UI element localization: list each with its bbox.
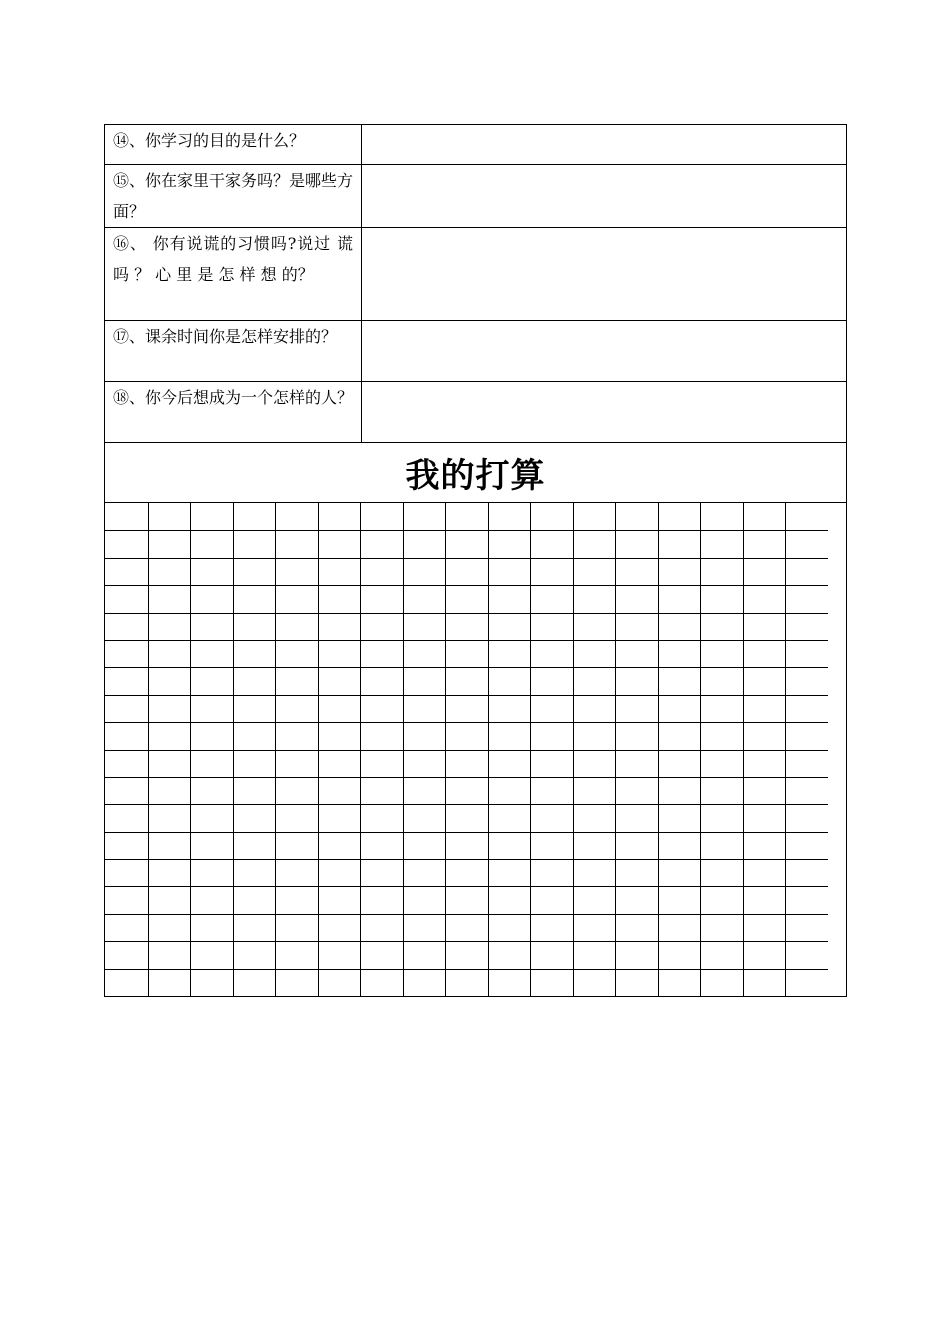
plan-title: 我的打算 — [105, 443, 847, 503]
question-label — [105, 165, 362, 228]
plan-title-row — [105, 443, 847, 503]
writing-grid[interactable] — [105, 503, 828, 996]
question-row-17 — [105, 321, 847, 382]
question-text: ⑰、课余时间你是怎样安排的？ — [113, 327, 338, 346]
question-label — [105, 125, 362, 165]
question-text: ⑭、你学习的目的是什么？ — [113, 131, 306, 150]
plan-grid-row — [105, 503, 847, 997]
question-label — [105, 382, 362, 443]
question-text: ⑱、你今后想成为一个怎样的人？ — [113, 388, 354, 407]
answer-field[interactable] — [362, 228, 847, 321]
answer-field[interactable] — [362, 125, 847, 165]
question-row-16 — [105, 228, 847, 321]
question-label — [105, 228, 362, 321]
answer-field[interactable] — [362, 382, 847, 443]
question-row-18 — [105, 382, 847, 443]
writing-grid-cell — [105, 503, 847, 997]
question-row-14 — [105, 125, 847, 165]
answer-field[interactable] — [362, 165, 847, 228]
question-label — [105, 321, 362, 382]
answer-field[interactable] — [362, 321, 847, 382]
question-text: ⑯、 你有说谎的习惯吗?说过 谎 吗 ？ 心 里 是 怎 样 想 的？ — [113, 234, 353, 284]
question-row-15 — [105, 165, 847, 228]
question-text: ⑮、你在家里干家务吗？是哪些方面？ — [113, 171, 354, 221]
questionnaire-table — [104, 124, 847, 997]
